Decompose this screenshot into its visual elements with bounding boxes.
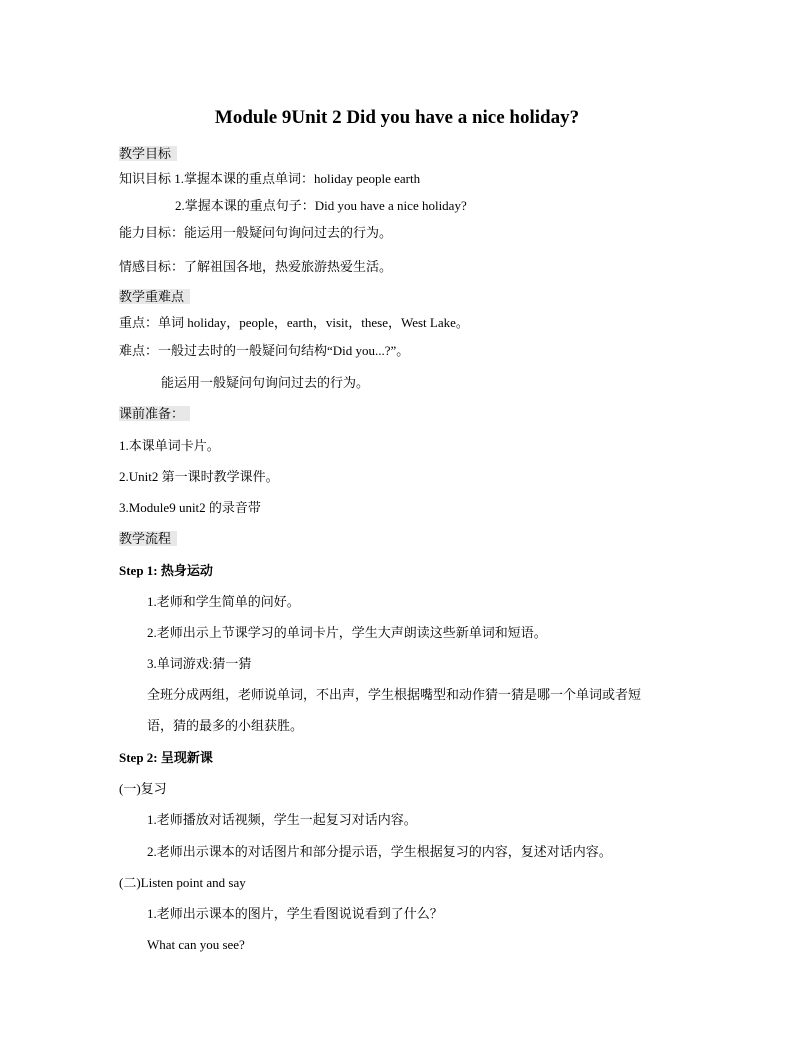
knowledge-goal-1: 知识目标 1.掌握本课的重点单词：holiday people earth bbox=[119, 171, 421, 186]
prep-item-2: 2.Unit2 第一课时教学课件。 bbox=[119, 469, 279, 484]
objectives-heading-text: 教学目标 bbox=[119, 146, 177, 161]
step1-item-4b: 语，猜的最多的小组获胜。 bbox=[147, 718, 304, 733]
process-heading-text: 教学流程 bbox=[119, 531, 177, 546]
prep-item-3: 3.Module9 unit2 的录音带 bbox=[119, 500, 261, 515]
emotion-goal: 情感目标：了解祖国各地，热爱旅游热爱生活。 bbox=[119, 259, 393, 274]
step1-item-3: 3.单词游戏:猜一猜 bbox=[147, 656, 252, 671]
listen-item-2: What can you see? bbox=[147, 937, 245, 952]
review-heading: (一)复习 bbox=[119, 781, 167, 796]
document-title: Module 9Unit 2 Did you have a nice holiday? bbox=[214, 107, 580, 128]
step1-item-2: 2.老师出示上节课学习的单词卡片，学生大声朗读这些新单词和短语。 bbox=[147, 625, 547, 640]
keypoints-heading-text: 教学重难点 bbox=[119, 289, 190, 304]
difficulty: 难点：一般过去时的一般疑问句结构“Did you...?”。 bbox=[119, 343, 410, 358]
process-heading bbox=[119, 530, 177, 548]
listen-item-1: 1.老师出示课本的图片，学生看图说说看到了什么？ bbox=[147, 906, 443, 921]
prep-heading-text: 课前准备： bbox=[119, 406, 190, 421]
step1-item-4a: 全班分成两组，老师说单词，不出声，学生根据嘴型和动作猜一猜是哪一个单词或者短 bbox=[147, 687, 642, 702]
listen-heading: (二)Listen point and say bbox=[119, 875, 246, 890]
keypoints-heading bbox=[119, 288, 190, 306]
keypoint: 重点：单词 holiday，people，earth，visit，these，West Lake。 bbox=[119, 315, 469, 330]
review-item-1: 1.老师播放对话视频，学生一起复习对话内容。 bbox=[147, 812, 417, 827]
ability-goal: 能力目标：能运用一般疑问句询问过去的行为。 bbox=[119, 225, 393, 240]
prep-heading bbox=[119, 405, 190, 423]
knowledge-goal-2: 2.掌握本课的重点句子：Did you have a nice holiday? bbox=[175, 198, 467, 213]
prep-item-1: 1.本课单词卡片。 bbox=[119, 438, 220, 453]
step1-heading: Step 1: 热身运动 bbox=[119, 563, 213, 578]
difficulty-2: 能运用一般疑问句询问过去的行为。 bbox=[161, 375, 370, 390]
step1-item-1: 1.老师和学生简单的问好。 bbox=[147, 594, 300, 609]
step2-heading: Step 2: 呈现新课 bbox=[119, 750, 213, 765]
review-item-2: 2.老师出示课本的对话图片和部分提示语，学生根据复习的内容，复述对话内容。 bbox=[147, 844, 612, 859]
objectives-heading bbox=[119, 145, 177, 163]
